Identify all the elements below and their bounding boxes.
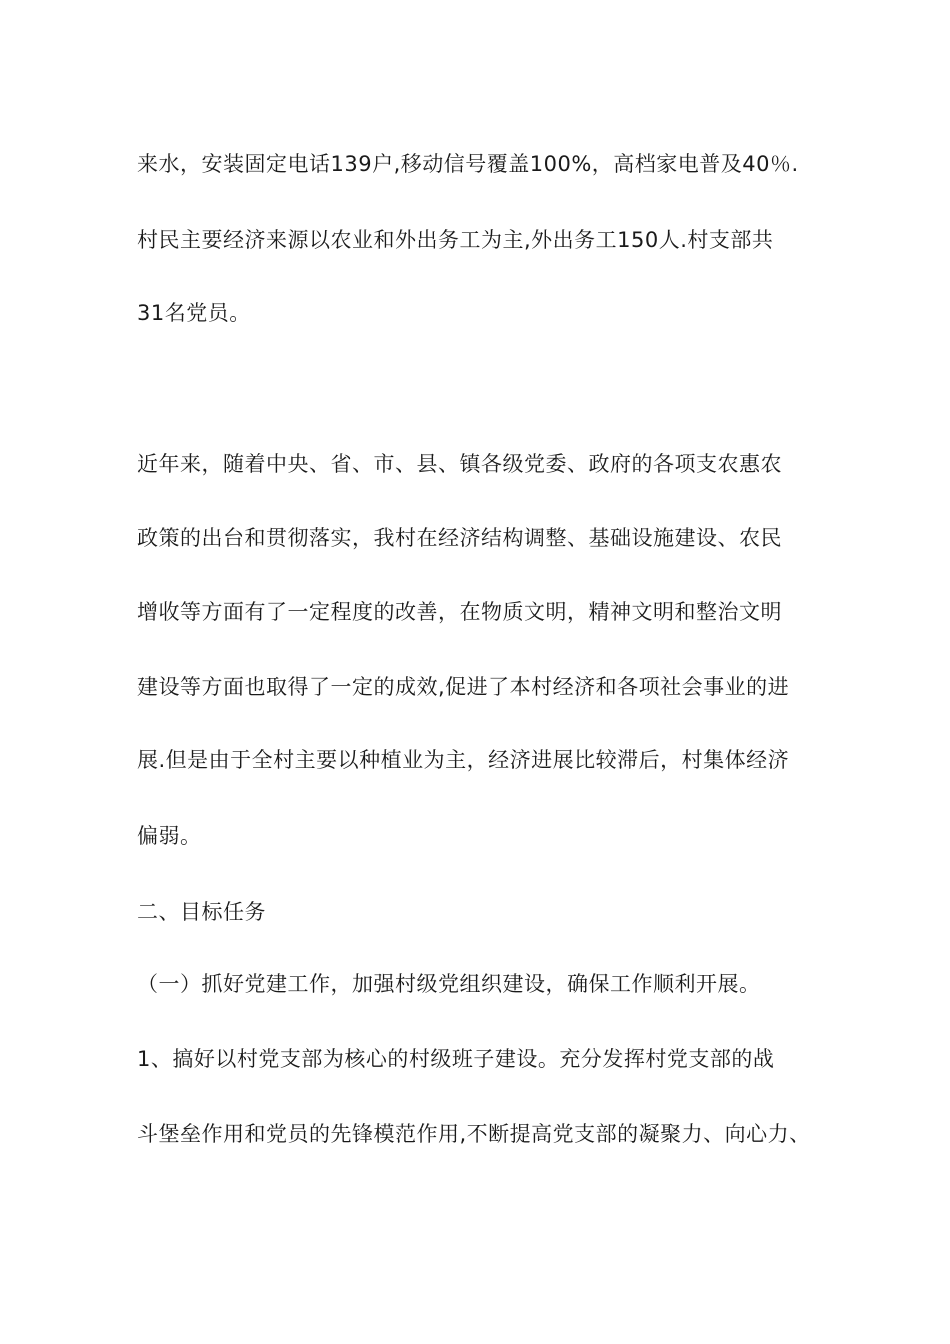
subsection-heading: （一）抓好党建工作，加强村级党组织建设，确保工作顺利开展。 bbox=[137, 972, 761, 996]
text-line: 斗堡垒作用和党员的先锋模范作用,不断提高党支部的凝聚力、向心力、 bbox=[137, 1122, 811, 1146]
text-line: 来水，安装固定电话139户,移动信号覆盖100%，高档家电普及40％. bbox=[137, 152, 799, 176]
text-line: 近年来，随着中央、省、市、县、镇各级党委、政府的各项支农惠农 bbox=[137, 452, 782, 476]
text-line: 展.但是由于全村主要以种植业为主，经济进展比较滞后，村集体经济 bbox=[137, 748, 790, 772]
text-line: 政策的出台和贯彻落实，我村在经济结构调整、基础设施建设、农民 bbox=[137, 526, 782, 550]
text-line: 31名党员。 bbox=[137, 301, 251, 325]
text-line: 1、搞好以村党支部为核心的村级班子建设。充分发挥村党支部的战 bbox=[137, 1047, 775, 1071]
text-line: 增收等方面有了一定程度的改善，在物质文明，精神文明和整治文明 bbox=[137, 600, 782, 624]
text-line: 建设等方面也取得了一定的成效,促进了本村经济和各项社会事业的进 bbox=[137, 675, 790, 699]
section-heading: 二、目标任务 bbox=[137, 900, 266, 924]
text-line: 村民主要经济来源以农业和外出务工为主,外出务工150人.村支部共 bbox=[137, 228, 774, 252]
text-line: 偏弱。 bbox=[137, 824, 202, 848]
